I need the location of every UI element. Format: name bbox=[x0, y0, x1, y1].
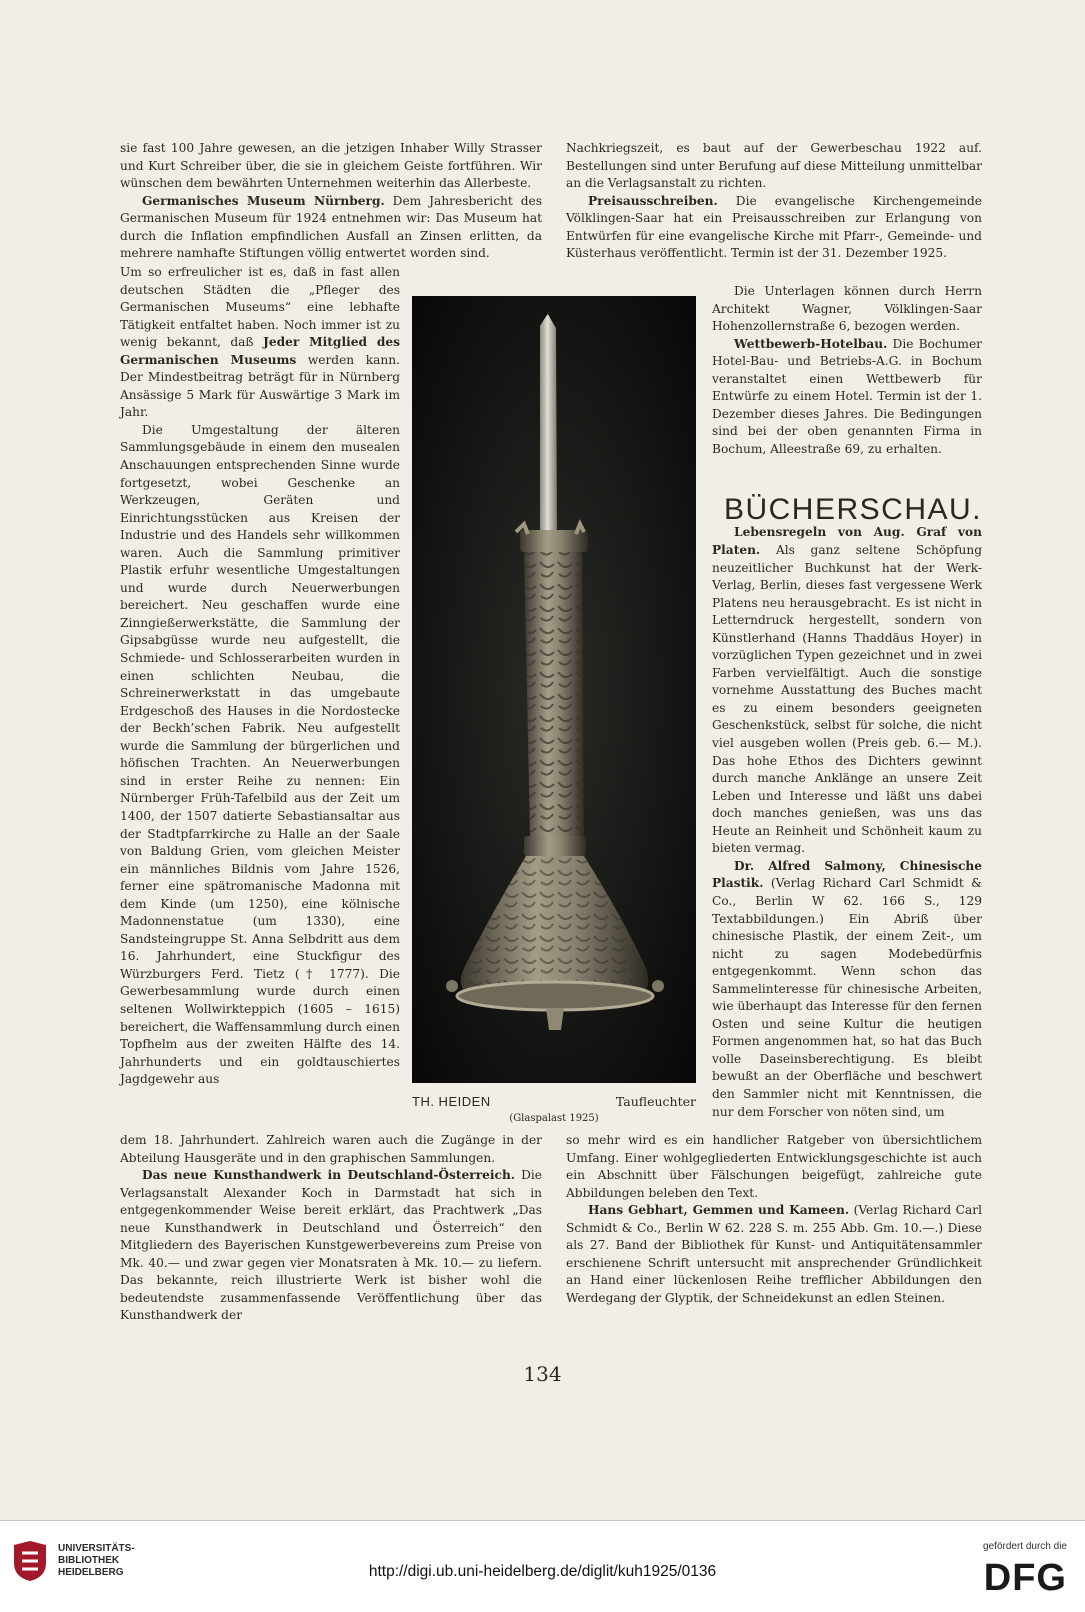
paragraph bbox=[712, 524, 982, 857]
paragraph-heading: Lebensregeln von Aug. Graf von Platen. bbox=[712, 525, 982, 558]
foot bbox=[546, 1008, 564, 1030]
figure-subcaption: (Glaspalast 1925) bbox=[509, 1113, 599, 1124]
page-number: 134 bbox=[523, 1362, 562, 1386]
column-left-mid bbox=[120, 264, 400, 1089]
base-rim bbox=[457, 982, 653, 1010]
paragraph: sie fast 100 Jahre gewesen, an die jetzigen Inhaber Willy Strasser und Kurt Schreiber über, die sie in gleichem Geiste fortführen. Wir wünschen dem bewährten Unternehmen weiterhin das Allerbeste. bbox=[120, 141, 542, 191]
column-left-top bbox=[120, 140, 542, 263]
candlestick-illustration bbox=[412, 296, 696, 1083]
figure-artist: TH. HEIDEN bbox=[412, 1094, 491, 1109]
paragraph: Die Umgestaltung der älteren Sammlungsgebäude in einem den musealen Anschauungen entsprechenden Sinne wurde fortgesetzt, wobei Geschenke an Werkzeugen, Geräten und Einrichtungsstücken aus Kreisen der Industrie und des Handels sehr willkommen waren. Auch die Sammlung primitiver Plastik erfuhr wesentliche Umgestaltungen und wurde durch Neuerwerbungen bereichert. Neu geschaffen wurde eine Zinngießerwerkstätte, die Sammlung der Gipsabgüsse wurde neu aufgestellt, die Schmiede- und Schlosserarbeiten wurden in einen schlichten Neubau, die Schreinerwerkstatt in das umgebaute Erdgeschoß des Hauses in die Nordostecke der Beckh’schen Fabrik. Neu aufgestellt wurde die Sammlung der bürgerlichen und höfischen Trachten. An Neuerwerbungen sind in erster Reihe zu nennen: Ein Nürnberger Früh-Tafelbild aus der Zeit um 1400, der 1507 datierte Sebastiansaltar aus der Stadtpfarrkirche zu Halle an der Saale von Baldung Grien, vom gleichen Meister ein männliches Bildnis vom Jahre 1526, ferner eine spätromanische Madonna mit dem Kinde (um 1250), eine kölnische Madonnenstatue (um 1330), eine Sandsteingruppe St. Anna Selbdritt aus dem 16. Jahrhundert, eine Stuckfigur des Würzburgers Ferd. Tietz († 1777). Die Gewerbesammlung wurde durch einen seltenen Wollwirkteppich (1605 – 1615) bereichert, die Waffensammlung durch einen Topfhelm aus der zweiten Hälfte des 14. Jahrhunderts und ein goldtauschiertes Jagdgewehr aus bbox=[120, 422, 400, 1087]
paragraph-text: Dem Jahresbericht des Germanischen Museum für 1924 entnehmen wir: Das Museum hat durch die Inflation empfindlichen Ausfall an Zinsen erlitten, da mehrere namhafte Stiftungen völlig entwertet worden sind. bbox=[120, 193, 542, 261]
paragraph-text: Als ganz seltene Schöpfung neuzeitlicher Buchkunst hat der Werk-Verlag, Berlin, dieses fast vergessene Werk Platens neu herausgebracht. Es ist nicht in Letterndruck hergestellt, sondern von Künstlerhand (Hanns Thaddäus Hoyer) in vorzüglichen Typen gezeichnet und in zwei Farben vervielfältigt. Auch die sonstige vornehme Ausstattung des Buches macht es zu einem besonders geeigneten Geschenkstück, selbst für solche, die nicht viel ausgeben wollen (Preis geb. 6.— M.). Das hohe Ethos des Dichters gewinnt durch manche Anklänge an unsere Zeit Leben und Interesse und läßt uns dabei doch manches genießen, was uns das Heute an Reinheit und Schönheit kaum zu bieten vermag. bbox=[712, 543, 982, 856]
candle bbox=[540, 314, 557, 532]
paragraph-heading: Preisausschreiben. bbox=[588, 193, 718, 208]
paragraph: Die Unterlagen können durch Herrn Architekt Wagner, Völklingen-Saar Hohenzollernstraße 6, bezogen werden. bbox=[712, 284, 982, 334]
column-right-bottom bbox=[566, 1132, 982, 1307]
foot-right bbox=[652, 980, 664, 992]
paragraph-heading: Das neue Kunsthandwerk in Deutschland-Österreich. bbox=[142, 1168, 516, 1183]
dfg-logo: DFG bbox=[983, 1557, 1067, 1599]
paragraph-heading: Wettbewerb-Hotelbau. bbox=[734, 336, 888, 351]
figure-title: Taufleuchter bbox=[615, 1094, 696, 1109]
emphasis-text: Jeder Mitglied des Germanischen Museums bbox=[120, 335, 400, 367]
paragraph-heading: Dr. Alfred Salmony, Chinesische Plastik. bbox=[712, 858, 982, 891]
paragraph: so mehr wird es ein handlicher Ratgeber von übersichtlichem Umfang. Einer wohlgegliederten Entwicklungsgeschichte ist auch ein Abschnitt über Fälschungen beigefügt, zahlreiche gute Abbildungen beleben den Text. bbox=[566, 1133, 982, 1200]
funded-by-label: gefördert durch die bbox=[983, 1541, 1067, 1552]
paragraph-text: werden kann. Der Mindestbeitrag beträgt für in Nürnberg Ansässige 5 Mark für Auswärtige 3 Mark im Jahr. bbox=[120, 352, 400, 420]
collar bbox=[524, 836, 586, 856]
paragraph bbox=[120, 193, 542, 263]
paragraph bbox=[566, 1202, 982, 1307]
paragraph-text: Um so erfreulicher ist es, daß in fast allen deutschen Städten die „Pfleger des Germanischen Museums“ eine lebhafte Tätigkeit entfaltet haben. Noch immer ist zu wenig bekannt, daß bbox=[120, 265, 400, 350]
document-url-link[interactable]: http://digi.ub.uni-heidelberg.de/diglit/kuh1925/0136 bbox=[368, 1563, 717, 1580]
paragraph-text: Die Verlagsanstalt Alexander Koch in Darmstadt hat sich in entgegenkommender Weise bereit erklärt, das Prachtwerk „Das neue Kunsthandwerk in Deutschland und Österreich“ den Mitgliedern des Bayerischen Kunstgewerbevereins zum Preise von Mk. 40.— und zwar gegen vier Monatsraten à Mk. 10.— zu liefern. Das bekannte, reich illustrierte Werk ist bisher wohl die bedeutendste zusammenfassende Veröffentlichung über das Kunsthandwerk der bbox=[120, 1168, 542, 1323]
column-left-bottom bbox=[120, 1132, 542, 1325]
column-right-top bbox=[566, 140, 982, 263]
foot-left bbox=[446, 980, 458, 992]
paragraph-text: Die Bochumer Hotel-Bau- und Betriebs-A.G. in Bochum veranstaltet einen Wettbewerb für Entwürfe zu einem Hotel. Termin ist der 1. Dezember dieses Jahres. Die Bedingungen sind bei der oben genannten Firma in Bochum, Alleestraße 69, zu erhalten. bbox=[712, 336, 982, 456]
candlestick-photo bbox=[412, 296, 696, 1083]
paragraph-heading: Hans Gebhart, Gemmen und Kameen. bbox=[588, 1203, 850, 1218]
section-title-buecherschau: BÜCHERSCHAU. bbox=[723, 493, 982, 526]
university-name-line: HEIDELBERG bbox=[58, 1567, 124, 1578]
paragraph-text: (Verlag Richard Carl Schmidt & Co., Berlin W 62. 228 S. m. 255 Abb. Gm. 10.—.) Diese als 27. Band der Bibliothek für Kunst- und Antiquitätensammler erschienene Schrift untersucht mit ansprechender Gründlichkeit an Hand einer lückenlosen Reihe trefflicher Abbildungen den Werdegang der Glyptik, der Schneidekunst an edlen Steinen. bbox=[566, 1203, 982, 1305]
paragraph-text: Die evangelische Kirchengemeinde Völklingen-Saar hat ein Preisausschreiben zur Erlangung von Entwürfen für eine evangelische Kirche mit Pfarr-, Gemeinde- und Küsterhaus veröffentlicht. Termin ist der 31. Dezember 1925. bbox=[566, 193, 982, 261]
paragraph bbox=[120, 264, 400, 422]
paragraph bbox=[712, 336, 982, 459]
paragraph: dem 18. Jahrhundert. Zahlreich waren auch die Zugänge in der Abteilung Hausgeräte und in den graphischen Sammlungen. bbox=[120, 1133, 542, 1165]
paragraph-heading: Germanisches Museum Nürnberg. bbox=[142, 193, 385, 208]
paragraph-text: (Verlag Richard Carl Schmidt & Co., Berlin W 62. 166 S., 129 Textabbildungen.) Ein Abriß über chinesische Plastik, der einem Zeit-, um nicht zu sagen Modebedürfnis entgegenkommt. Wenn schon das Sammelinteresse für chinesische Arbeiten, wie überhaupt das Interesse für den fernen Osten und seine Kultur die heutigen Formen angenommen hat, so hat das Buch volle Daseinsberechtigung. Es bleibt bewußt an der Oberfläche und beschwert den Sammler nicht mit Kenntnissen, die nur dem Forscher von nöten sind, um bbox=[712, 876, 982, 1119]
paragraph bbox=[120, 1167, 542, 1325]
paragraph bbox=[566, 193, 982, 263]
paragraph: Nachkriegszeit, es baut auf der Gewerbeschau 1922 auf. Bestellungen sind unter Berufung auf diese Mitteilung unmittelbar an die Verlagsanstalt zu richten. bbox=[566, 141, 982, 191]
footer-bar bbox=[0, 1520, 1085, 1612]
university-name-line: BIBLIOTHEK bbox=[58, 1555, 120, 1566]
column-right-mid bbox=[712, 283, 982, 1121]
university-name-line: UNIVERSITÄTS- bbox=[58, 1543, 135, 1554]
paragraph bbox=[712, 858, 982, 1121]
